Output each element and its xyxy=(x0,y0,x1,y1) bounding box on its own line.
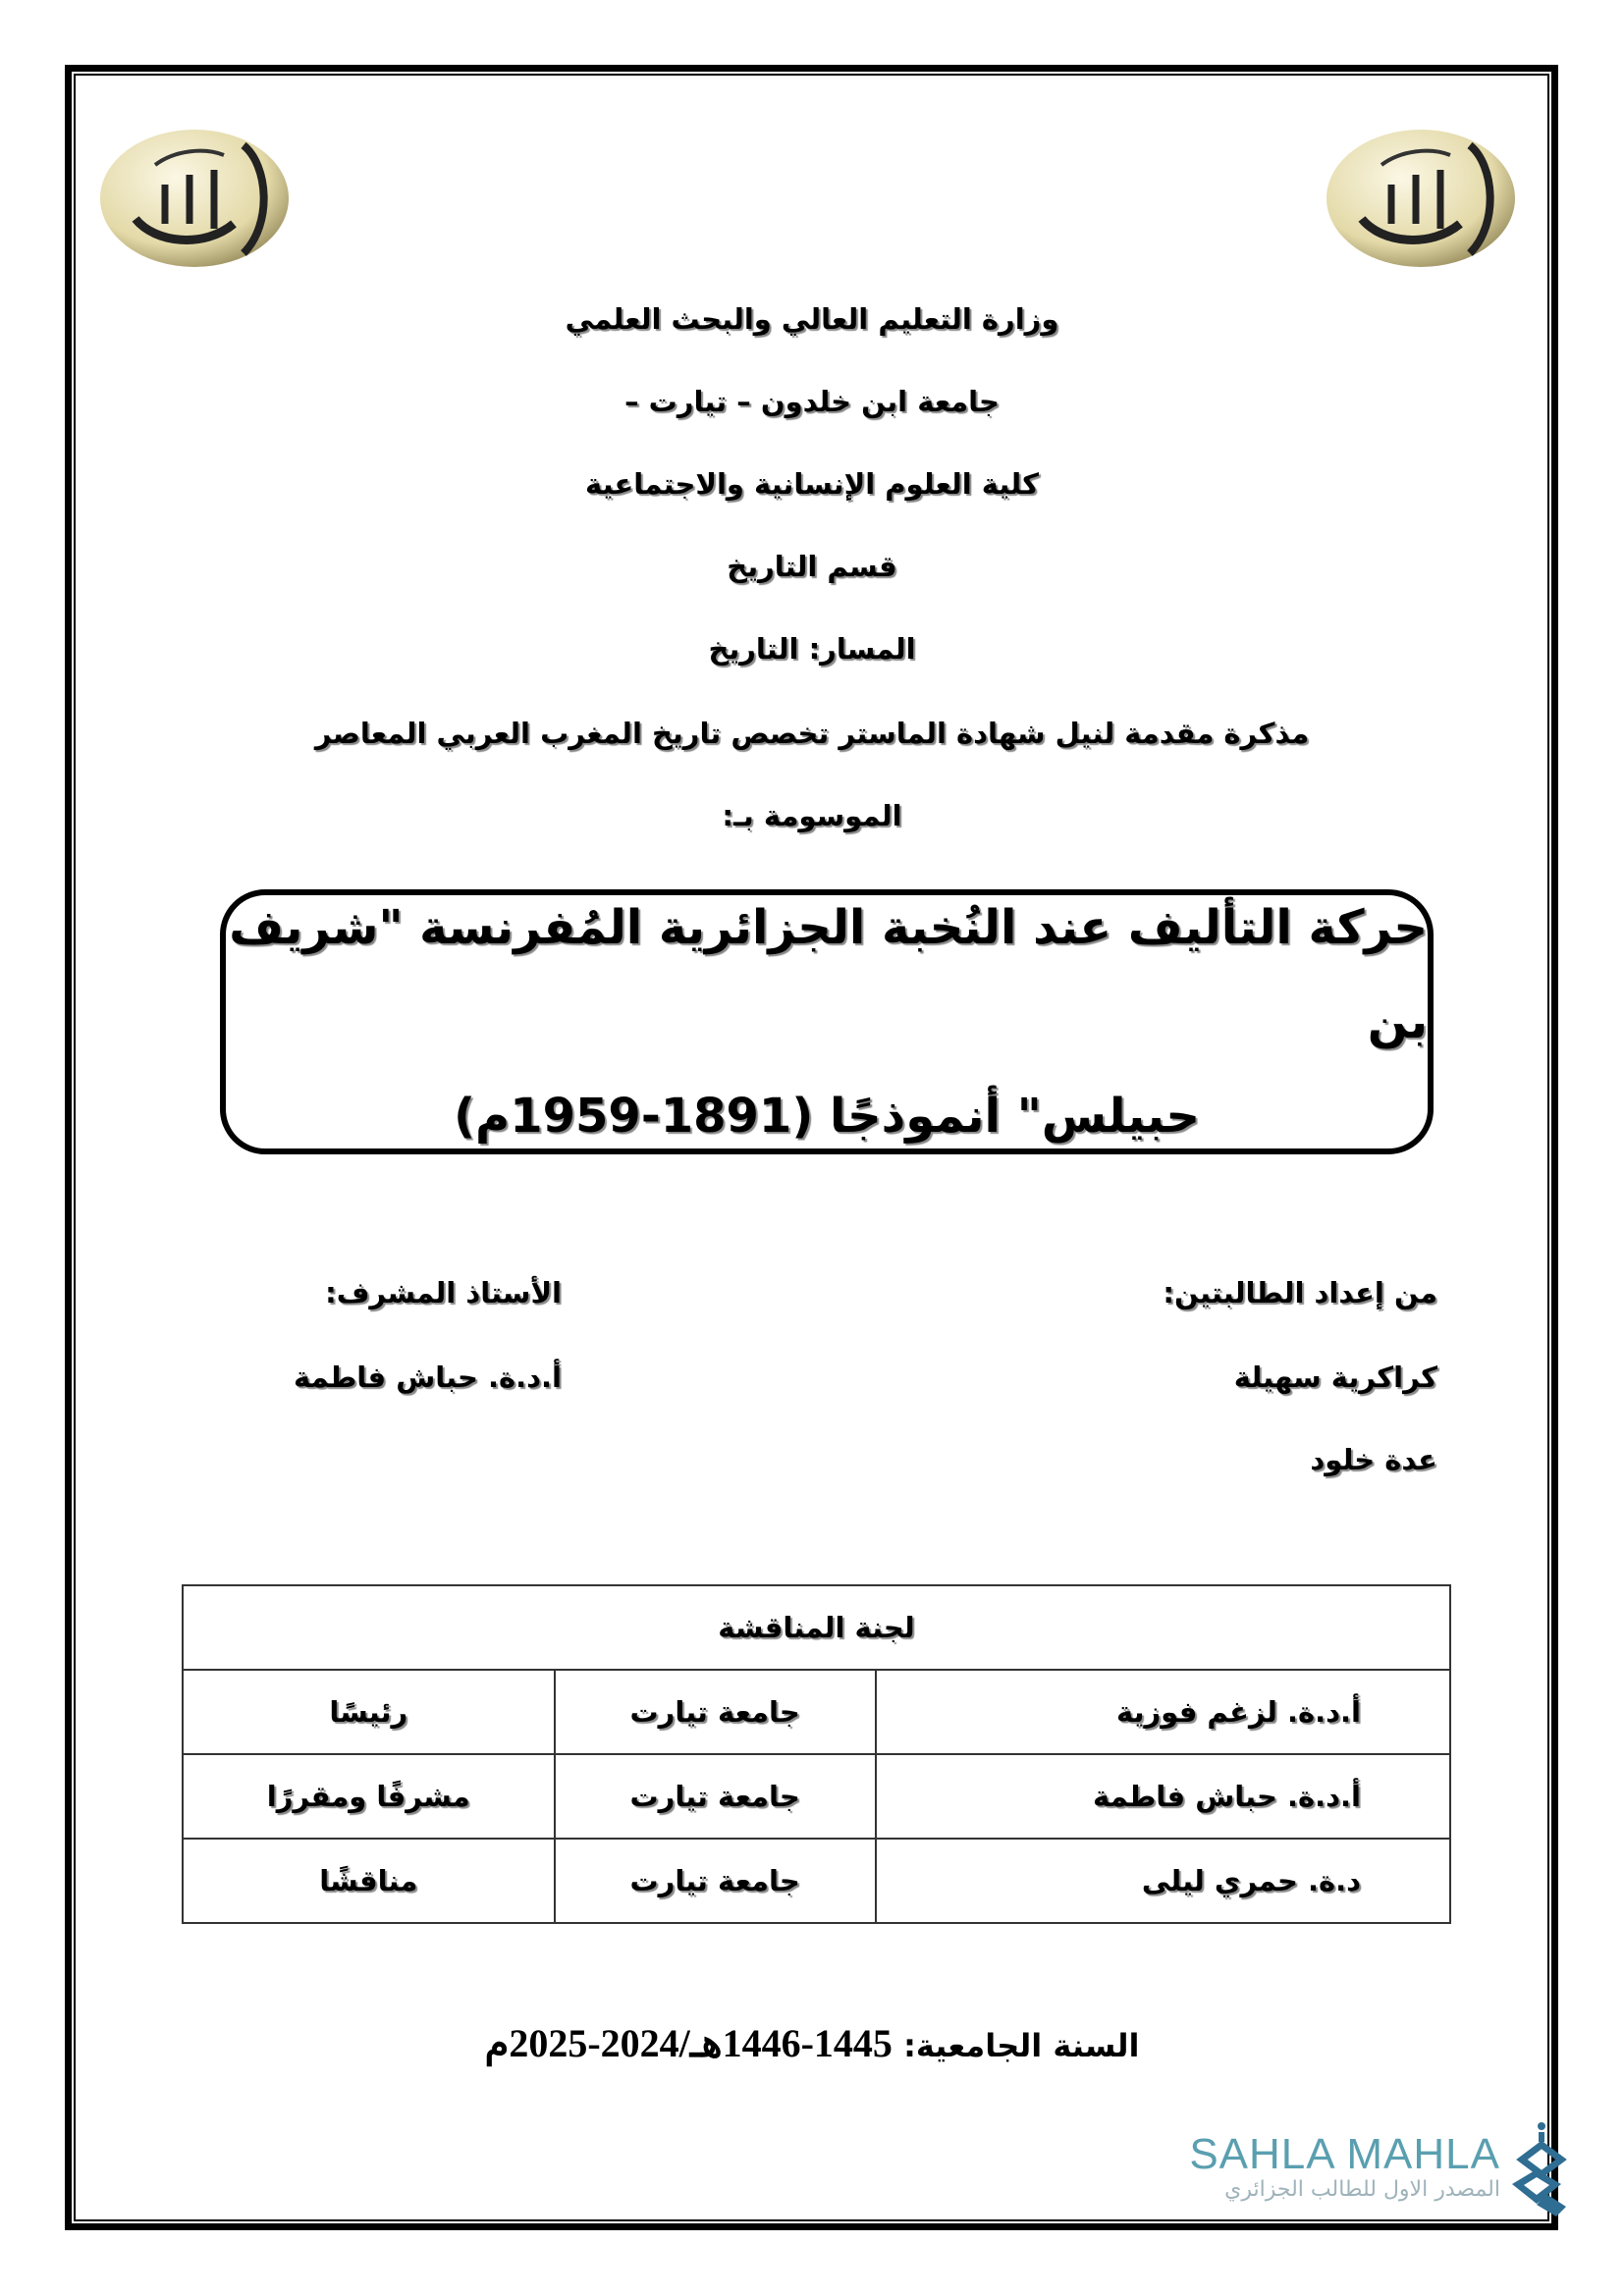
jury-row xyxy=(183,1670,1450,1754)
academic-year xyxy=(0,2020,1624,2066)
ministry-name: وزارة التعليم العالي والبحث العلمي xyxy=(565,302,1059,336)
track-label: المسار: التاريخ xyxy=(708,632,916,666)
watermark-tagline: المصدر الاول للطالب الجزائري xyxy=(1224,2177,1500,2202)
watermark-brand: SAHLA MAHLA xyxy=(1189,2130,1500,2178)
supervisor-name: أ.د.ة. حباش فاطمة xyxy=(293,1361,562,1394)
students-label: من إعداد الطالبتين: xyxy=(1163,1276,1437,1309)
thesis-title-line-2: حبيلس" أنموذجًا (1891-1959م) xyxy=(454,1089,1200,1144)
jury-member-name: أ.د.ة. لزغم فوزية xyxy=(876,1670,1450,1754)
jury-member-role: رئيسًا xyxy=(183,1670,555,1754)
sahla-mahla-logo-icon xyxy=(1502,2120,1571,2218)
university-seal-icon xyxy=(1323,126,1519,271)
jury-member-name: د.ة. حمري ليلى xyxy=(876,1839,1450,1923)
university-seal-icon xyxy=(96,126,293,271)
faculty-name: كلية العلوم الإنسانية والاجتماعية xyxy=(585,467,1039,501)
academic-year-value: 1445-1446هـ/2024-2025م xyxy=(484,2021,893,2065)
jury-member-role: مشرفًا ومقررًا xyxy=(183,1754,555,1839)
jury-member-institution: جامعة تيارت xyxy=(555,1839,876,1923)
department-name: قسم التاريخ xyxy=(727,550,897,583)
jury-title: لجنة المناقشة xyxy=(183,1585,1450,1670)
jury-member-role: مناقشًا xyxy=(183,1839,555,1923)
thesis-title-line-1: حركة التأليف عند النُخبة الجزائرية المُفرنسة "شريف بن xyxy=(229,900,1428,1049)
supervisor-label: الأستاذ المشرف: xyxy=(325,1276,562,1309)
jury-table xyxy=(182,1584,1451,1924)
jury-row xyxy=(183,1839,1450,1923)
jury-member-institution: جامعة تيارت xyxy=(555,1670,876,1754)
jury-member-institution: جامعة تيارت xyxy=(555,1754,876,1839)
sahla-mahla-watermark xyxy=(1139,2130,1571,2209)
titled-by-label: الموسومة بـ: xyxy=(722,799,902,832)
thesis-title-box xyxy=(220,889,1434,1154)
student-name-1: كراكرية سهيلة xyxy=(1233,1361,1437,1394)
university-name: جامعة ابن خلدون – تيارت – xyxy=(624,385,1000,418)
jury-header-row xyxy=(183,1585,1450,1670)
jury-row xyxy=(183,1754,1450,1839)
thesis-type: مذكرة مقدمة لنيل شهادة الماستر تخصص تاريخ المغرب العربي المعاصر xyxy=(314,717,1310,750)
student-name-2: عدة خلود xyxy=(1310,1443,1437,1476)
jury-member-name: أ.د.ة. حباش فاطمة xyxy=(876,1754,1450,1839)
academic-year-label: السنة الجامعية: xyxy=(903,2027,1140,2064)
